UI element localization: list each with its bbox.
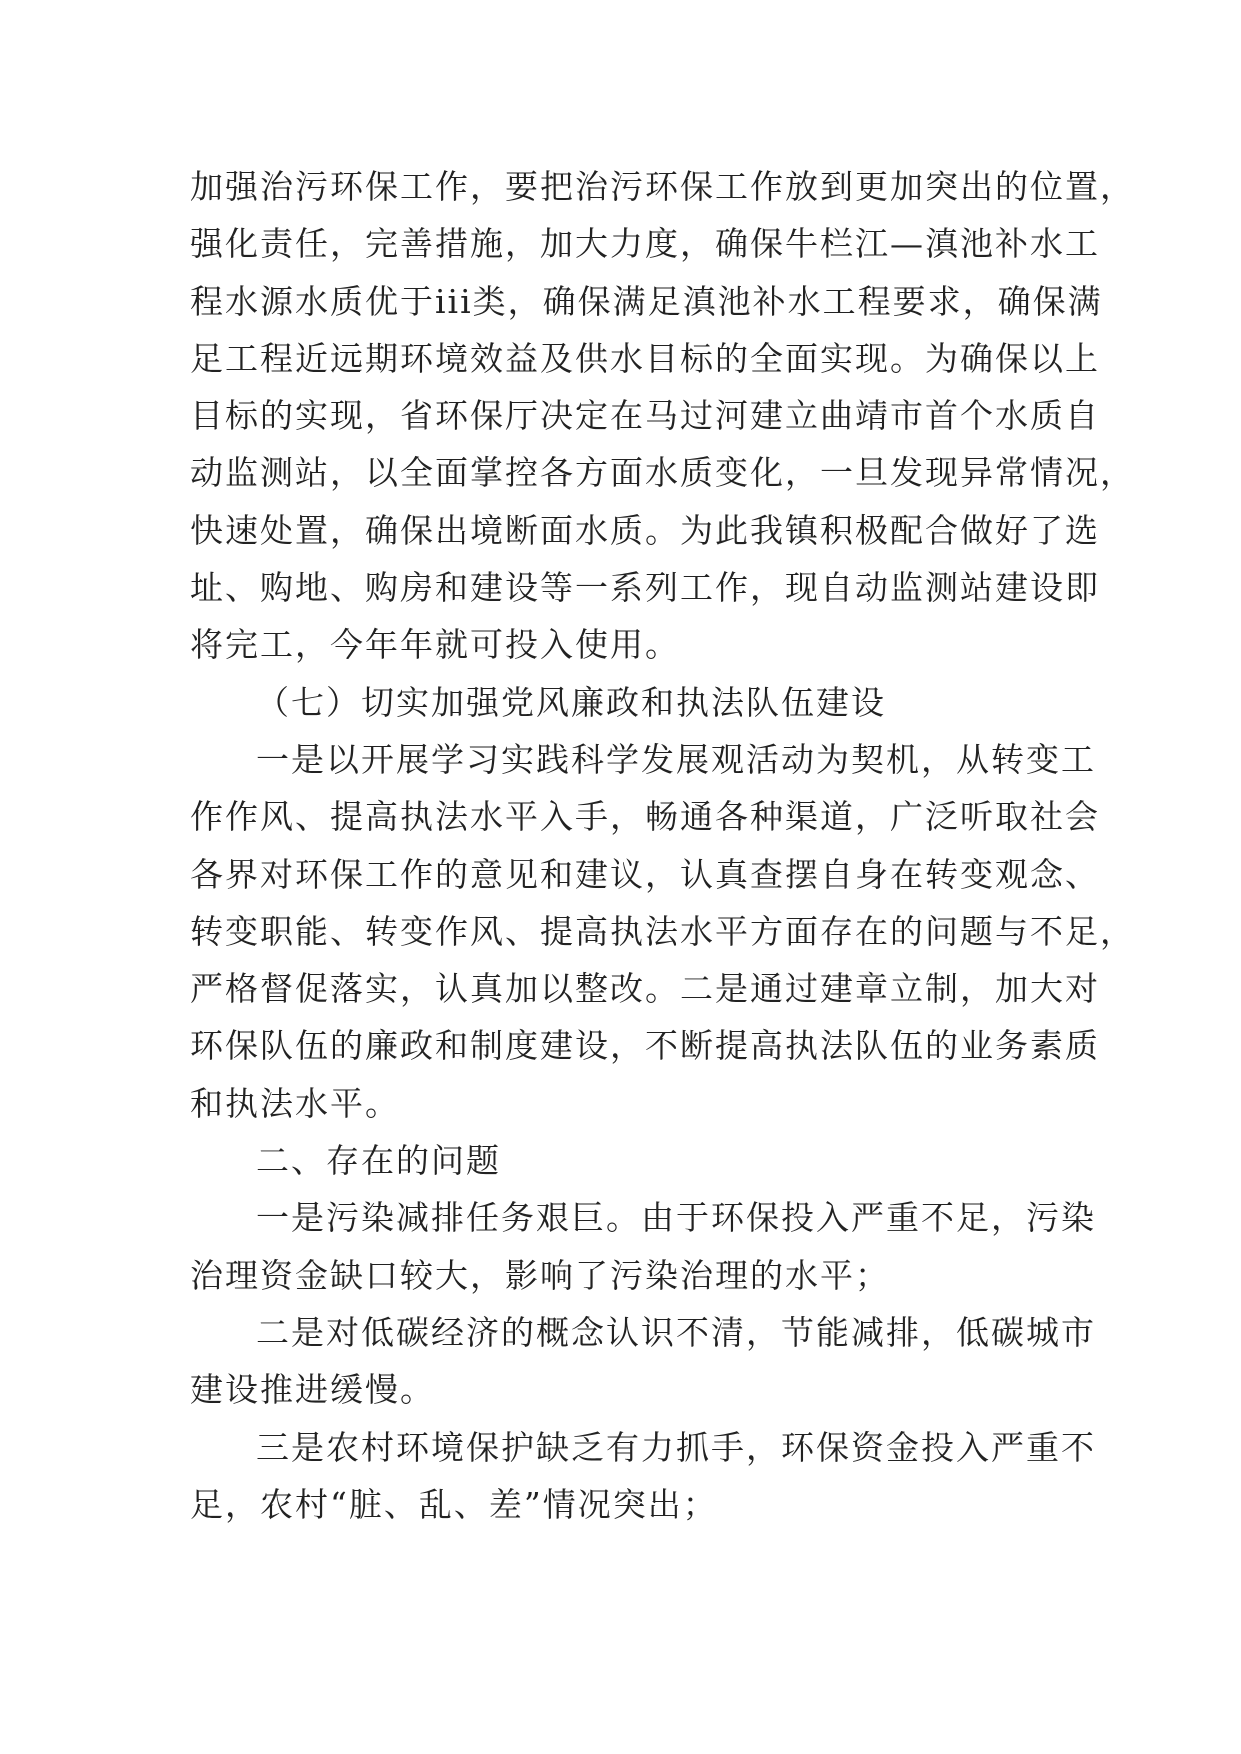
text-line: 程水源水质优于iii类，确保满足滇池补水工程要求，确保满 <box>190 281 1103 321</box>
text-line: 和执法水平。 <box>190 1083 400 1123</box>
text-line: 足工程近远期环境效益及供水目标的全面实现。为确保以上 <box>190 338 1100 378</box>
text-line: 快速处置，确保出境断面水质。为此我镇积极配合做好了选 <box>190 510 1100 550</box>
text-line: 一是以开展学习实践科学发展观活动为契机，从转变工 <box>256 739 1096 779</box>
text-line: 动监测站，以全面掌控各方面水质变化，一旦发现异常情况， <box>190 453 1135 493</box>
text-line: 治理资金缺口较大，影响了污染治理的水平； <box>190 1255 890 1295</box>
text-line: 强化责任，完善措施，加大力度，确保牛栏江—滇池补水工 <box>190 224 1100 264</box>
text-line: （七）切实加强党风廉政和执法队伍建设 <box>256 682 886 722</box>
text-line: 址、购地、购房和建设等一系列工作，现自动监测站建设即 <box>190 568 1100 608</box>
text-line: 目标的实现，省环保厅决定在马过河建立曲靖市首个水质自 <box>190 396 1100 436</box>
text-line: 三是农村环境保护缺乏有力抓手，环保资金投入严重不 <box>256 1427 1096 1467</box>
text-line: 建设推进缓慢。 <box>190 1370 435 1410</box>
text-line: 环保队伍的廉政和制度建设，不断提高执法队伍的业务素质 <box>190 1026 1100 1066</box>
text-line: 各界对环保工作的意见和建议，认真查摆自身在转变观念、 <box>190 854 1100 894</box>
text-line: 作作风、提高执法水平入手，畅通各种渠道，广泛听取社会 <box>190 797 1100 837</box>
text-line: 转变职能、转变作风、提高执法水平方面存在的问题与不足， <box>190 911 1135 951</box>
text-line: 加强治污环保工作，要把治污环保工作放到更加突出的位置， <box>190 167 1135 206</box>
text-line: 二是对低碳经济的概念认识不清，节能减排，低碳城市 <box>256 1312 1096 1352</box>
text-line: 将完工，今年年就可投入使用。 <box>190 625 680 665</box>
document-body <box>190 158 1135 1533</box>
text-line: 足，农村“脏、乱、差”情况突出； <box>190 1484 718 1524</box>
text-line: 严格督促落实，认真加以整改。二是通过建章立制，加大对 <box>190 969 1100 1009</box>
text-line: 二、存在的问题 <box>256 1141 501 1181</box>
text-line: 一是污染减排任务艰巨。由于环保投入严重不足，污染 <box>256 1198 1096 1238</box>
